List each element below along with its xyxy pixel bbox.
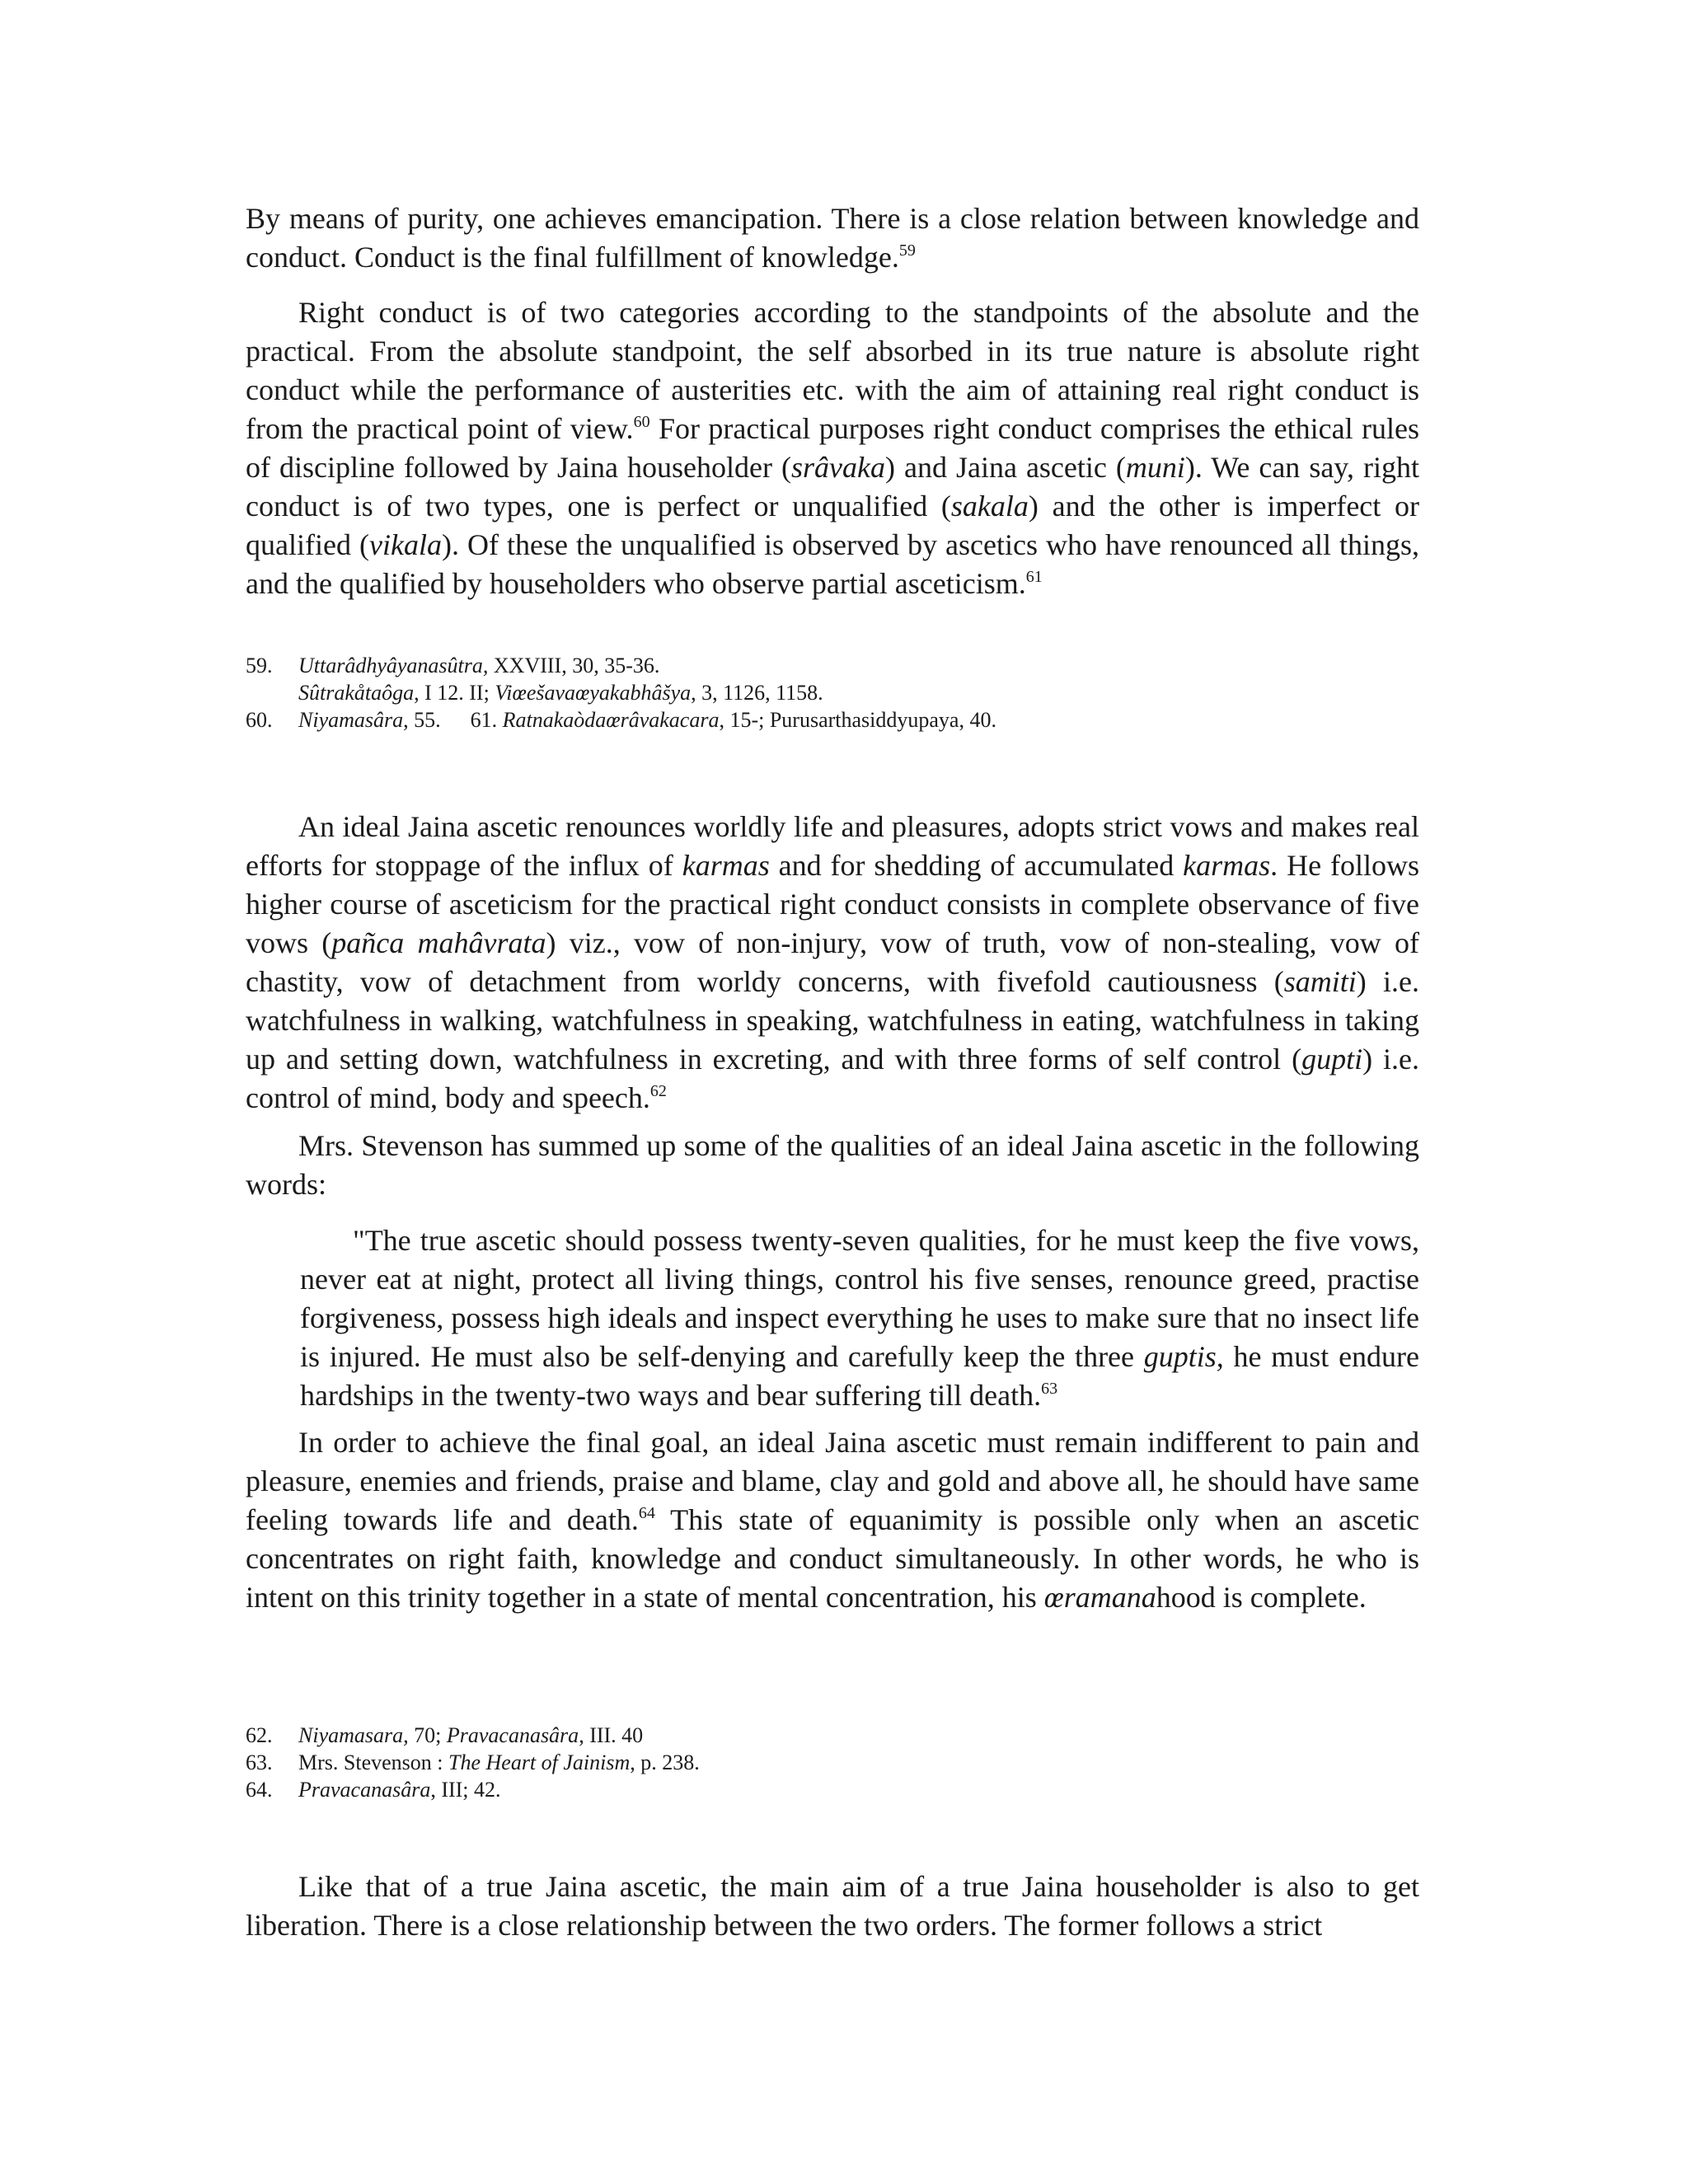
footnote-detail: , p. 238. <box>630 1750 700 1774</box>
footnote-text <box>298 1749 1419 1776</box>
footnote-text <box>298 1776 1419 1803</box>
term-sravaka: srâvaka <box>790 451 885 484</box>
footnote-63 <box>246 1749 1419 1776</box>
footnote-ref-61: 61 <box>1025 568 1043 586</box>
footnote-title: Niyamasara, <box>298 1723 409 1747</box>
footnotes-section-2 <box>246 1722 1419 1803</box>
term-vikala: vikala <box>368 528 442 561</box>
paragraph-householder <box>246 1868 1419 1945</box>
footnote-title: Uttarâdhyâyanasûtra, <box>298 654 489 677</box>
footnote-title: Viœešavaœyakabhâšya <box>495 681 692 705</box>
text-run: ) viz., vow of non-injury, vow of truth, vow of non-stealing, vow of chastity, vow of detachment from worldy concerns, with fivefold cautiousness ( <box>246 926 1419 998</box>
footnote-60-61 <box>246 706 1419 733</box>
block-quote <box>300 1221 1419 1415</box>
footnote-ref-63: 63 <box>1041 1380 1058 1398</box>
term-guptis: guptis, <box>1143 1340 1224 1373</box>
footnote-ref-59: 59 <box>898 241 916 260</box>
text-run: ) and the other is imperfect or qualified ( <box>246 490 1419 561</box>
text-run: and for shedding of accumulated <box>769 849 1184 882</box>
footnotes-section-1 <box>246 652 1419 733</box>
text-run: An ideal Jaina ascetic renounces worldly life and pleasures, adopts strict vows and makes real efforts for stoppage of the influx of <box>246 810 1419 882</box>
footnote-detail: , 15-; Purusarthasiddyupaya, 40. <box>719 708 996 732</box>
term-panca-mahavrata: pañca mahâvrata <box>331 926 546 959</box>
text-run: By means of purity, one achieves emancipation. There is a close relation between knowledge and conduct. Conduct is the final fulfillment of knowledge. <box>246 202 1419 274</box>
text-run: . He follows higher course of asceticism for the practical right conduct consists in complete observance of five vows ( <box>246 849 1419 959</box>
text-run: For practical purposes right conduct comprises the ethical rules of discipline followed by Jaina householder ( <box>246 412 1419 484</box>
footnote-title: Pravacanasâra <box>446 1723 579 1747</box>
paragraph-right-conduct <box>246 293 1419 603</box>
footnote-text <box>298 706 1419 733</box>
text-run: In order to achieve the final goal, an ideal Jaina ascetic must remain indifferent to pain and pleasure, enemies and friends, praise and blame, clay and gold and above all, he should have same feeling towards life and death. <box>246 1426 1419 1536</box>
footnote-number: 63. <box>246 1750 273 1774</box>
footnote-number: 62. <box>246 1723 273 1747</box>
term-karmas: karmas <box>1183 849 1271 882</box>
term-gupti: gupti <box>1301 1043 1363 1076</box>
footnote-62 <box>246 1722 1419 1749</box>
text-run: "The true ascetic should possess twenty-seven qualities, for he must keep the five vows, never eat at night, protect all living things, control his five senses, renounce greed, practise forgiveness, possess high ideals and inspect everything he uses to make sure that no insect life is injured. He must also be self-denying and carefully keep the three <box>300 1224 1419 1373</box>
text-run: ). Of these the unqualified is observed by ascetics who have renounced all things, and the qualified by householders who observe partial asceticism. <box>246 528 1419 600</box>
footnote-ref-64: 64 <box>638 1504 655 1522</box>
footnote-detail: XXVIII, 30, 35-36. <box>488 654 660 677</box>
text-run: hood is complete. <box>1156 1581 1367 1614</box>
text-run: ) i.e. control of mind, body and speech. <box>246 1043 1420 1114</box>
footnote-text <box>298 1722 1419 1749</box>
term-sramana: œramana <box>1043 1581 1156 1614</box>
footnote-title: Sûtrakåtaôga <box>298 681 415 705</box>
footnote-detail: Mrs. Stevenson : <box>298 1750 448 1774</box>
term-muni: muni <box>1125 451 1185 484</box>
text-run: This state of equanimity is possible only when an ascetic concentrates on right faith, knowledge and conduct simultaneously. In other words, he who is intent on this trinity together in a state of mental concentration, his <box>246 1503 1419 1614</box>
footnote-number: 64. <box>246 1778 273 1802</box>
footnote-detail: 70; <box>408 1723 447 1747</box>
paragraph-final-goal <box>246 1423 1419 1617</box>
text-run: he must endure hardships in the twenty-two ways and bear suffering till death. <box>300 1340 1420 1412</box>
footnote-59-continued <box>246 679 1419 706</box>
text-run: Mrs. Stevenson has summed up some of the qualities of an ideal Jaina ascetic in the following words: <box>246 1129 1419 1201</box>
footnote-title: Ratnakaòdaœrâvakacara <box>502 708 720 732</box>
footnote-detail: , I 12. II; <box>414 681 495 705</box>
text-run: Like that of a true Jaina ascetic, the main aim of a true Jaina householder is also to get liberation. There is a close relationship between the two orders. The former follows a strict <box>246 1870 1419 1942</box>
footnote-ref-60: 60 <box>633 413 650 431</box>
paragraph-ideal-ascetic <box>246 808 1419 1118</box>
footnote-text <box>298 652 1419 679</box>
term-karmas: karmas <box>682 849 770 882</box>
footnote-detail: , III. 40 <box>579 1723 644 1747</box>
text-run: ) and Jaina ascetic ( <box>884 451 1126 484</box>
term-sakala: sakala <box>950 490 1029 523</box>
footnote-number: 59. <box>246 654 273 677</box>
footnote-59 <box>246 652 1419 679</box>
footnote-ref-62: 62 <box>649 1082 667 1100</box>
text-run: Right conduct is of two categories according to the standpoints of the absolute and the practical. From the absolute standpoint, the self absorbed in its true nature is absolute right conduct while the performance of austerities etc. with the aim of attaining real right conduct is from the practical point of view. <box>246 296 1419 445</box>
footnote-detail: , 3, 1126, 1158. <box>691 681 823 705</box>
footnote-title: Pravacanasâra <box>298 1778 431 1802</box>
footnote-title: Niyamasâra <box>298 708 404 732</box>
text-run: ) i.e. watchfulness in walking, watchfulness in speaking, watchfulness in eating, watchfulness in taking up and setting down, watchfulness in excreting, and with three forms of self control ( <box>246 965 1420 1076</box>
footnote-detail: , 55. <box>403 708 441 732</box>
footnote-text <box>298 679 1419 706</box>
text-run: ). We can say, right conduct is of two types, one is perfect or unqualified ( <box>246 451 1419 523</box>
footnote-number: 60. <box>246 708 273 732</box>
footnote-title: The Heart of Jainism <box>448 1750 631 1774</box>
term-samiti: samiti <box>1283 965 1357 998</box>
footnote-detail: , III; 42. <box>430 1778 501 1802</box>
paragraph-stevenson <box>246 1127 1419 1204</box>
footnote-number: 61. <box>470 708 498 732</box>
footnote-64 <box>246 1776 1419 1803</box>
paragraph-purity <box>246 199 1419 277</box>
